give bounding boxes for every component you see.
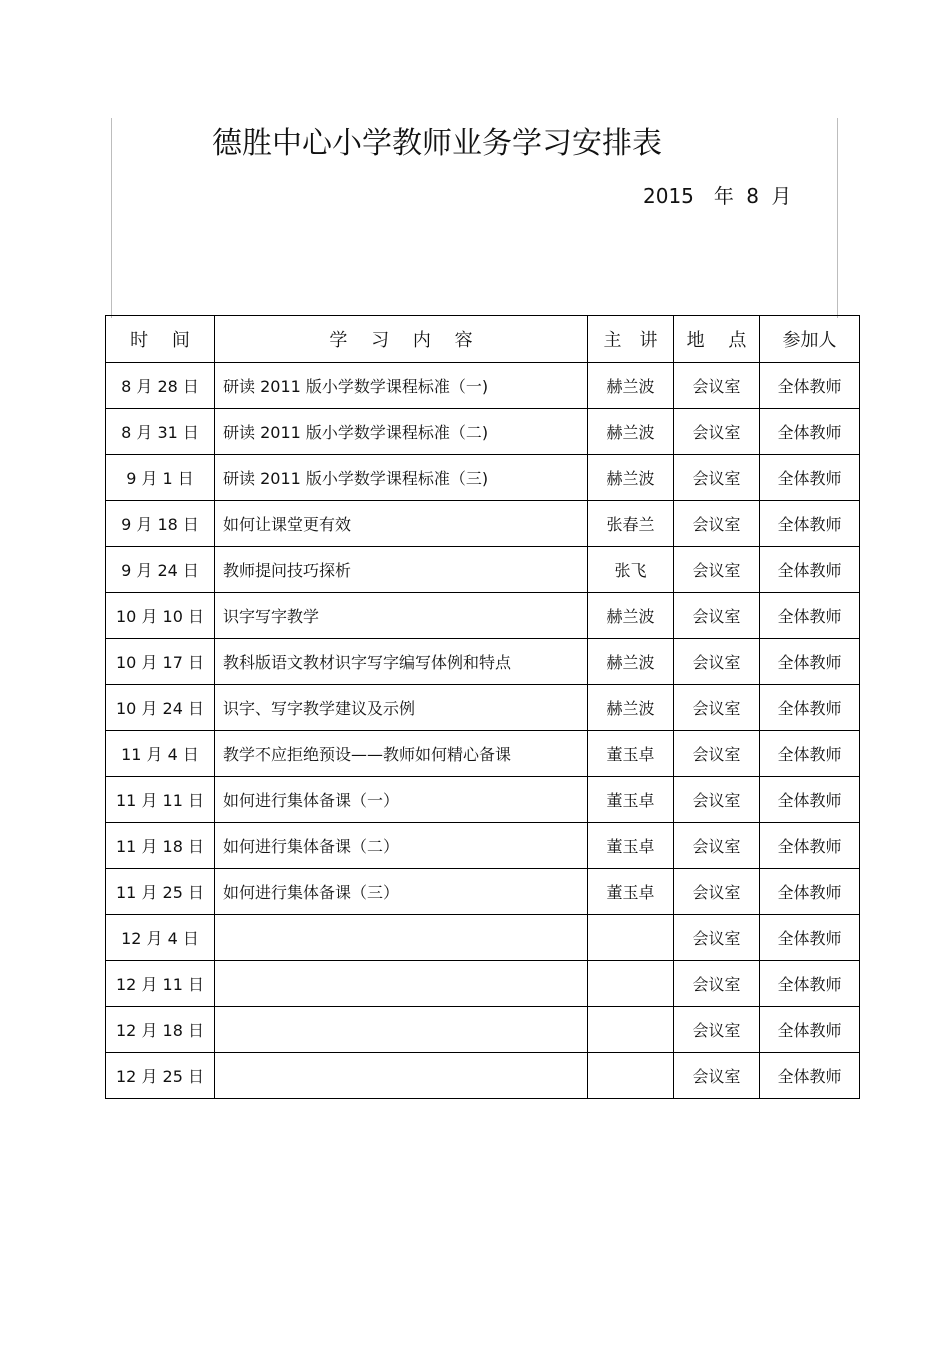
cell-content — [215, 1007, 588, 1053]
table-row — [106, 501, 860, 547]
cell-place: 会议室 — [674, 777, 760, 823]
cell-content: 研读 2011 版小学数学课程标准（三) — [215, 455, 588, 501]
cell-content: 教师提问技巧探析 — [215, 547, 588, 593]
cell-place: 会议室 — [674, 1053, 760, 1099]
cell-place: 会议室 — [674, 363, 760, 409]
cell-time: 12 月 11 日 — [106, 961, 215, 1007]
cell-place: 会议室 — [674, 593, 760, 639]
cell-time: 11 月 11 日 — [106, 777, 215, 823]
cell-participants: 全体教师 — [760, 869, 860, 915]
cell-participants: 全体教师 — [760, 915, 860, 961]
table-row — [106, 363, 860, 409]
cell-participants: 全体教师 — [760, 409, 860, 455]
cell-participants: 全体教师 — [760, 593, 860, 639]
table-row — [106, 915, 860, 961]
cell-time: 9 月 1 日 — [106, 455, 215, 501]
cell-time: 9 月 24 日 — [106, 547, 215, 593]
cell-place: 会议室 — [674, 639, 760, 685]
header-time: 时 间 — [106, 316, 215, 363]
header-speaker: 主 讲 — [588, 316, 674, 363]
header-place: 地 点 — [674, 316, 760, 363]
table-row — [106, 409, 860, 455]
cell-content: 如何进行集体备课（二） — [215, 823, 588, 869]
cell-time: 12 月 18 日 — [106, 1007, 215, 1053]
cell-content: 识字写字教学 — [215, 593, 588, 639]
cell-participants: 全体教师 — [760, 823, 860, 869]
cell-content — [215, 1053, 588, 1099]
left-margin-guide — [111, 118, 112, 318]
cell-place: 会议室 — [674, 455, 760, 501]
cell-participants: 全体教师 — [760, 639, 860, 685]
table-row — [106, 593, 860, 639]
cell-participants: 全体教师 — [760, 547, 860, 593]
cell-content: 识字、写字教学建议及示例 — [215, 685, 588, 731]
cell-content — [215, 961, 588, 1007]
cell-speaker — [588, 961, 674, 1007]
cell-speaker — [588, 1053, 674, 1099]
cell-place: 会议室 — [674, 961, 760, 1007]
cell-speaker: 董玉卓 — [588, 869, 674, 915]
header-content: 学 习 内 容 — [215, 316, 588, 363]
cell-participants: 全体教师 — [760, 685, 860, 731]
table-row — [106, 639, 860, 685]
cell-time: 12 月 4 日 — [106, 915, 215, 961]
cell-time: 11 月 4 日 — [106, 731, 215, 777]
cell-content: 如何让课堂更有效 — [215, 501, 588, 547]
cell-speaker: 赫兰波 — [588, 455, 674, 501]
cell-time: 11 月 18 日 — [106, 823, 215, 869]
cell-time: 8 月 31 日 — [106, 409, 215, 455]
cell-participants: 全体教师 — [760, 455, 860, 501]
cell-participants: 全体教师 — [760, 363, 860, 409]
schedule-date: 2015 年 8 月 — [643, 184, 792, 208]
cell-time: 9 月 18 日 — [106, 501, 215, 547]
cell-speaker: 赫兰波 — [588, 685, 674, 731]
header-participants: 参加人 — [760, 316, 860, 363]
table-row — [106, 547, 860, 593]
cell-speaker: 董玉卓 — [588, 777, 674, 823]
table-row — [106, 1007, 860, 1053]
cell-content: 如何进行集体备课（三） — [215, 869, 588, 915]
schedule-body — [106, 363, 860, 1099]
cell-place: 会议室 — [674, 915, 760, 961]
cell-content: 如何进行集体备课（一） — [215, 777, 588, 823]
cell-speaker: 张春兰 — [588, 501, 674, 547]
cell-speaker: 董玉卓 — [588, 823, 674, 869]
page-title: 德胜中心小学教师业务学习安排表 — [212, 126, 662, 161]
cell-content: 教科版语文教材识字写字编写体例和特点 — [215, 639, 588, 685]
cell-place: 会议室 — [674, 409, 760, 455]
cell-place: 会议室 — [674, 1007, 760, 1053]
cell-participants: 全体教师 — [760, 501, 860, 547]
cell-time: 10 月 10 日 — [106, 593, 215, 639]
cell-content: 研读 2011 版小学数学课程标准（二) — [215, 409, 588, 455]
cell-time: 11 月 25 日 — [106, 869, 215, 915]
cell-place: 会议室 — [674, 731, 760, 777]
cell-time: 12 月 25 日 — [106, 1053, 215, 1099]
cell-participants: 全体教师 — [760, 1007, 860, 1053]
cell-place: 会议室 — [674, 685, 760, 731]
table-row — [106, 961, 860, 1007]
cell-speaker: 赫兰波 — [588, 593, 674, 639]
right-margin-guide — [837, 118, 838, 318]
cell-speaker: 赫兰波 — [588, 409, 674, 455]
cell-speaker: 张飞 — [588, 547, 674, 593]
cell-participants: 全体教师 — [760, 777, 860, 823]
table-row — [106, 823, 860, 869]
cell-speaker: 董玉卓 — [588, 731, 674, 777]
cell-content: 教学不应拒绝预设——教师如何精心备课 — [215, 731, 588, 777]
cell-place: 会议室 — [674, 547, 760, 593]
cell-participants: 全体教师 — [760, 1053, 860, 1099]
cell-participants: 全体教师 — [760, 731, 860, 777]
table-row — [106, 685, 860, 731]
table-row — [106, 455, 860, 501]
cell-speaker — [588, 915, 674, 961]
cell-time: 8 月 28 日 — [106, 363, 215, 409]
cell-place: 会议室 — [674, 823, 760, 869]
cell-participants: 全体教师 — [760, 961, 860, 1007]
cell-time: 10 月 17 日 — [106, 639, 215, 685]
cell-speaker: 赫兰波 — [588, 639, 674, 685]
table-header-row — [106, 316, 860, 363]
table-row — [106, 1053, 860, 1099]
cell-content — [215, 915, 588, 961]
cell-place: 会议室 — [674, 869, 760, 915]
cell-place: 会议室 — [674, 501, 760, 547]
cell-content: 研读 2011 版小学数学课程标准（一) — [215, 363, 588, 409]
table-row — [106, 777, 860, 823]
table-row — [106, 731, 860, 777]
cell-speaker: 赫兰波 — [588, 363, 674, 409]
cell-time: 10 月 24 日 — [106, 685, 215, 731]
table-row — [106, 869, 860, 915]
schedule-table — [105, 315, 860, 1099]
cell-speaker — [588, 1007, 674, 1053]
